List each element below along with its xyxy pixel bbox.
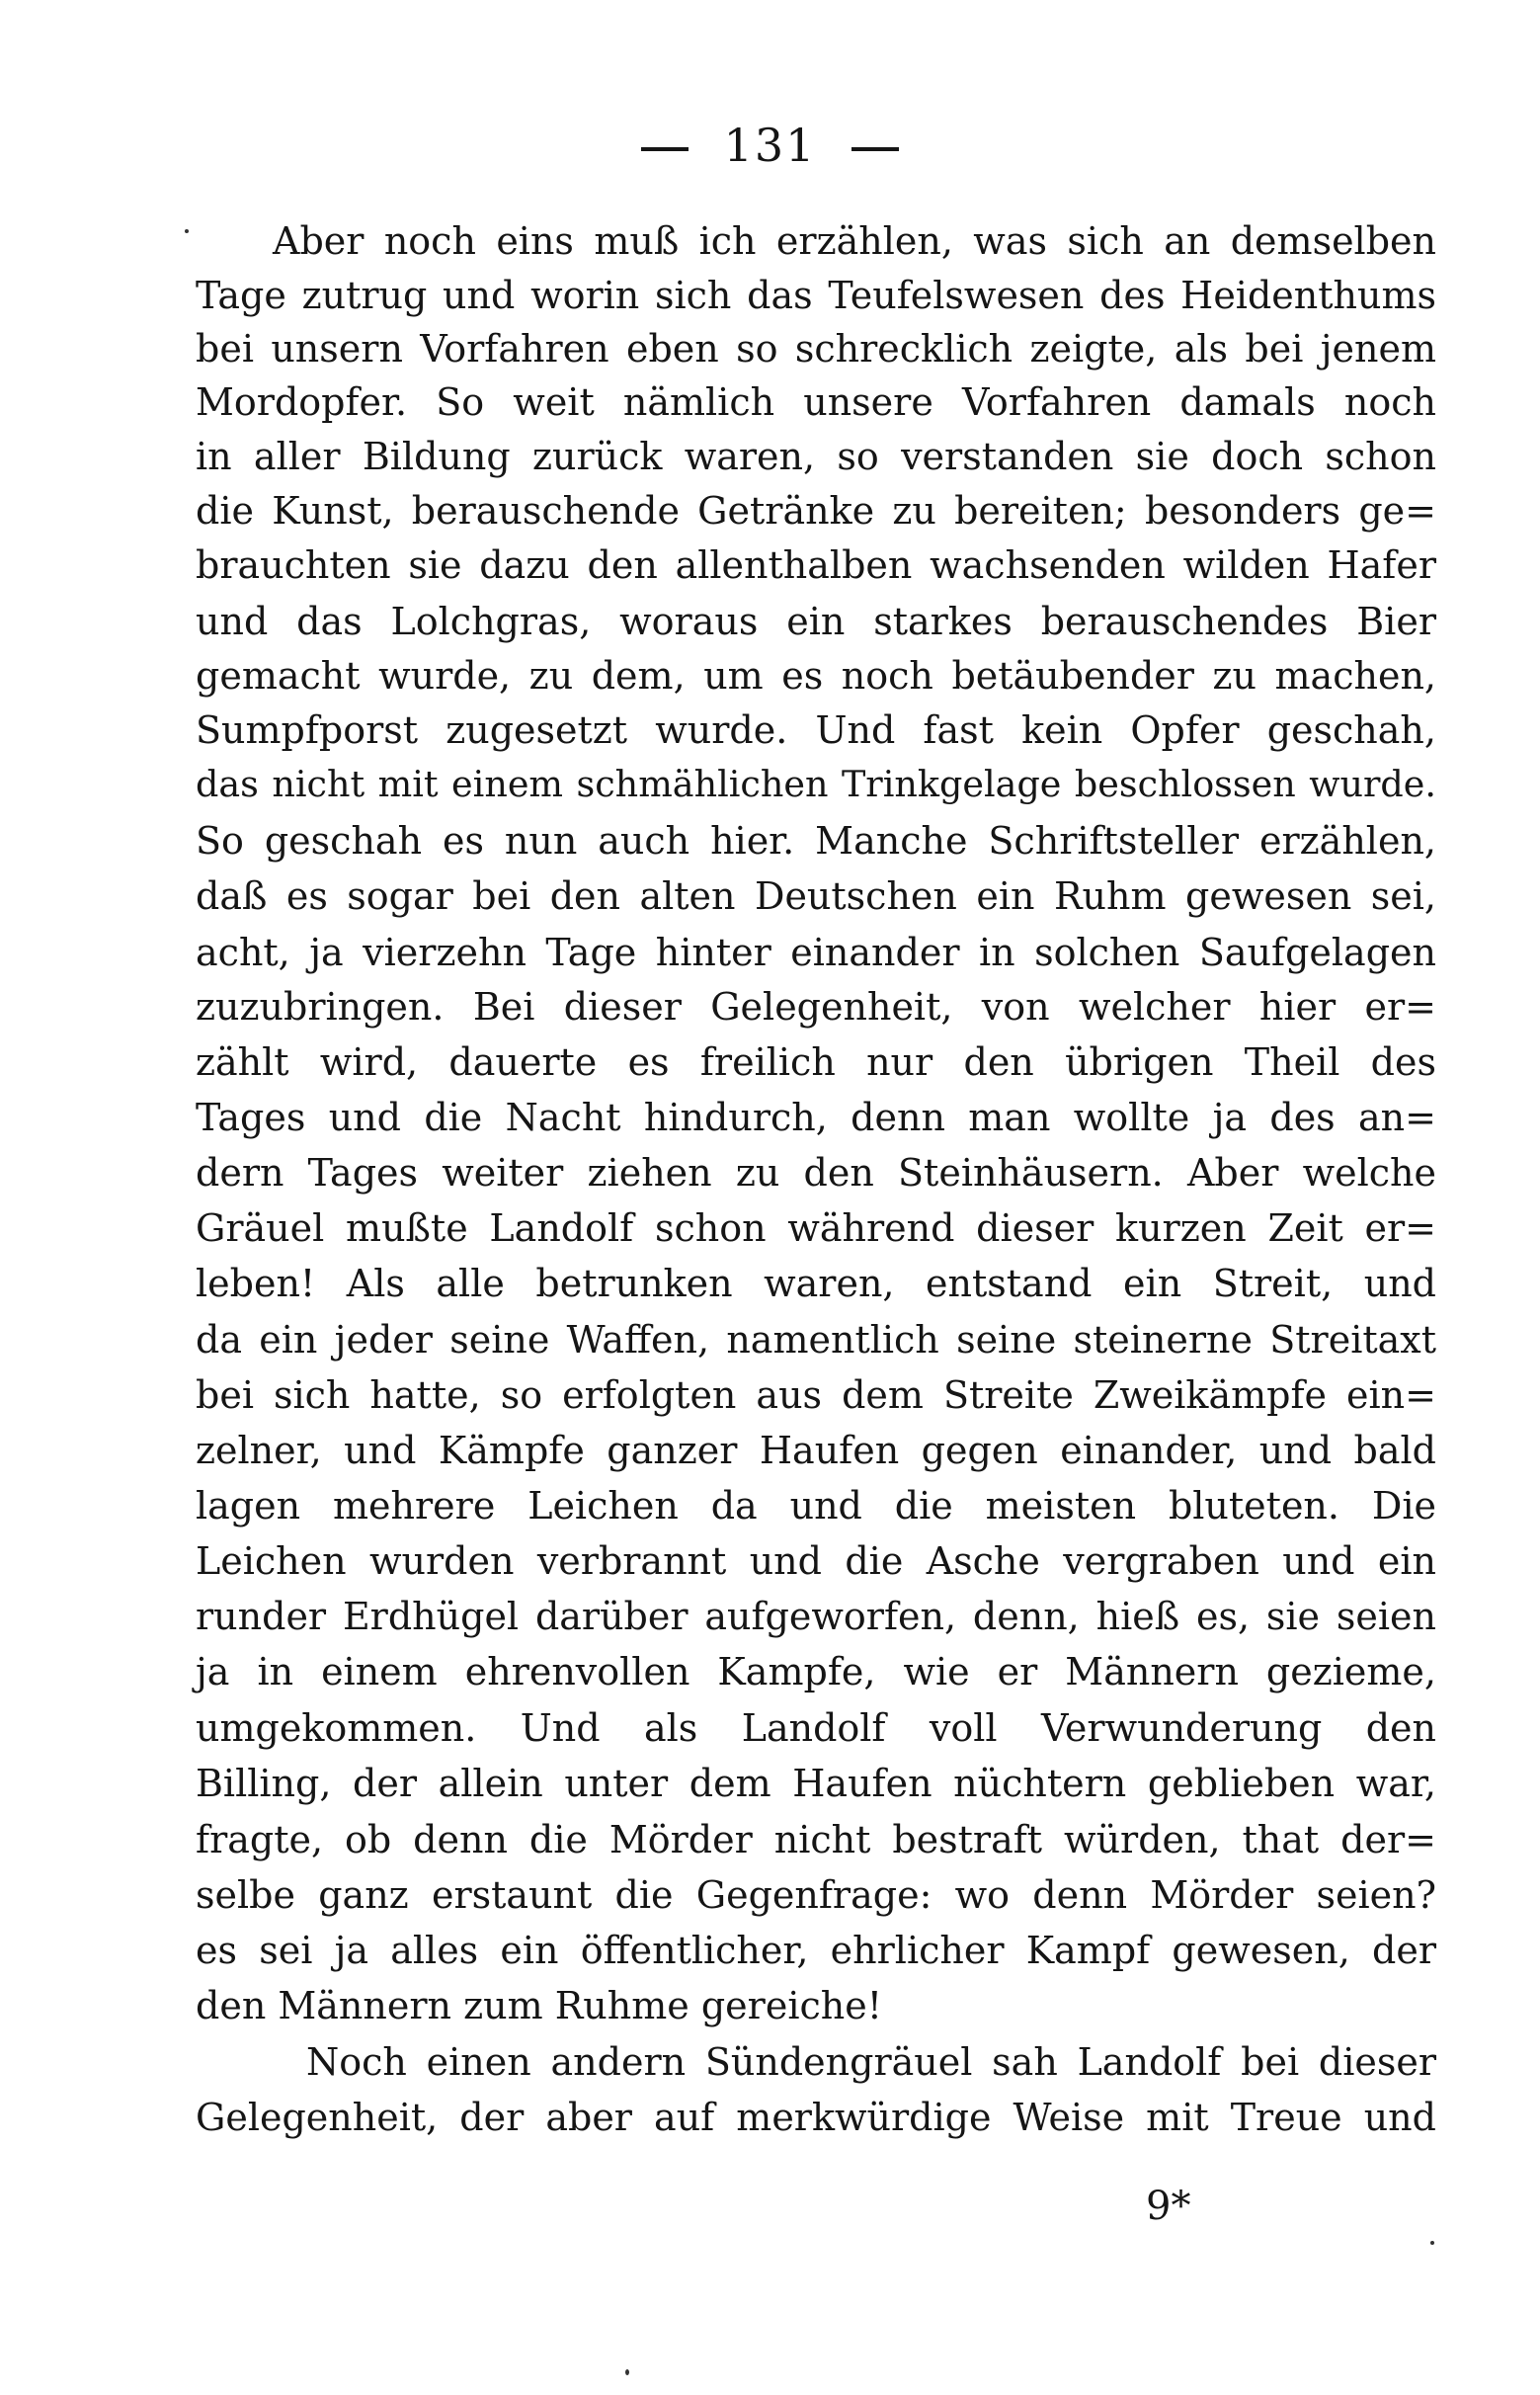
text-line: da ein jeder seine Waffen, namentlich seine steinerne Streitaxt [196,1318,1436,1362]
text-line: leben! Als alle betrunken waren, entstand ein Streit, und [196,1262,1436,1305]
text-line: acht, ja vierzehn Tage hinter einander in solchen Saufgelagen [196,931,1436,974]
print-speck [625,2369,629,2375]
text-line: So geschah es nun auch hier. Manche Schriftsteller erzählen, [196,819,1436,863]
print-speck [185,229,189,233]
header-dash-left [641,147,689,151]
text-line: Leichen wurden verbrannt und die Asche vergraben und ein [196,1539,1436,1583]
text-line: dern Tages weiter ziehen zu den Steinhäusern. Aber welche [196,1151,1436,1195]
page-header [0,119,1540,172]
text-line: Gelegenheit, der aber auf merkwürdige Weise mit Treue und [196,2096,1436,2139]
text-line: gemacht wurde, zu dem, um es noch betäubender zu machen, [196,654,1436,698]
text-line: es sei ja alles ein öffentlicher, ehrlicher Kampf gewesen, der [196,1929,1436,1972]
text-line: Tages und die Nacht hindurch, denn man wollte ja des an= [196,1096,1436,1139]
text-line: zählt wird, dauerte es freilich nur den übrigen Theil des [196,1040,1436,1084]
text-line: Gräuel mußte Landolf schon während dieser kurzen Zeit er= [196,1206,1436,1250]
text-line: Mordopfer. So weit nämlich unsere Vorfahren damals noch [196,380,1436,424]
text-line: in aller Bildung zurück waren, so verstanden sie doch schon [196,435,1436,478]
text-line: Sumpfporst zugesetzt wurde. Und fast kein Opfer geschah, [196,708,1436,752]
text-line: Billing, der allein unter dem Haufen nüchtern geblieben war, [196,1762,1436,1805]
text-line: die Kunst, berauschende Getränke zu bereiten; besonders ge= [196,489,1436,533]
text-line: umgekommen. Und als Landolf voll Verwunderung den [196,1706,1436,1750]
text-line: daß es sogar bei den alten Deutschen ein Ruhm gewesen sei, [196,874,1436,918]
text-line: Tage zutrug und worin sich das Teufelswesen des Heidenthums [196,274,1436,317]
page-number: 131 [723,119,817,172]
text-line: selbe ganz erstaunt die Gegenfrage: wo denn Mörder seien? [196,1873,1436,1917]
header-dash-right [851,147,899,151]
text-line: zelner, und Kämpfe ganzer Haufen gegen einander, und bald [196,1429,1436,1472]
text-line: brauchten sie dazu den allenthalben wachsenden wilden Hafer [196,543,1436,587]
text-line: bei unsern Vorfahren eben so schrecklich zeigte, als bei jenem [196,327,1436,371]
text-line: zuzubringen. Bei dieser Gelegenheit, von welcher hier er= [196,985,1436,1029]
text-line: runder Erdhügel darüber aufgeworfen, denn, hieß es, sie seien [196,1595,1436,1638]
print-speck [1430,2241,1434,2245]
text-line: bei sich hatte, so erfolgten aus dem Streite Zweikämpfe ein= [196,1373,1436,1417]
text-line: fragte, ob denn die Mörder nicht bestraft würden, that der= [196,1818,1436,1861]
signature-mark: 9* [1146,2184,1191,2229]
text-line: Aber noch eins muß ich erzählen, was sich an demselben [273,219,1436,263]
text-line: und das Lolchgras, woraus ein starkes berauschendes Bier [196,600,1436,643]
text-line: das nicht mit einem schmählichen Trinkgelage beschlossen wurde. [196,763,1436,805]
text-line: lagen mehrere Leichen da und die meisten bluteten. Die [196,1484,1436,1528]
text-line: den Männern zum Ruhme gereiche! [196,1984,882,2027]
text-line: Noch einen andern Sündengräuel sah Landolf bei dieser [306,2040,1436,2084]
text-line: ja in einem ehrenvollen Kampfe, wie er Männern gezieme, [196,1650,1436,1693]
